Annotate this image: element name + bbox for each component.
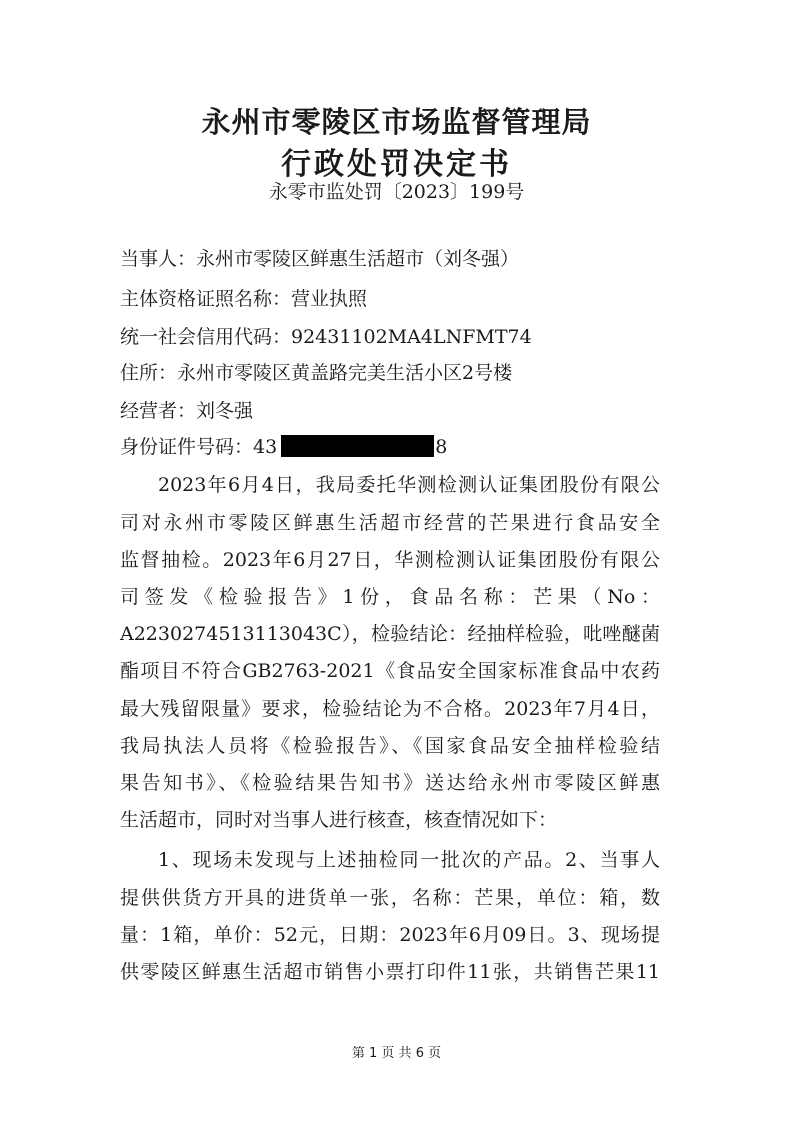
paragraph-line: 1、现场未发现与上述抽检同一批次的产品。2、当事人 — [158, 849, 660, 871]
address: 住所：永州市零陵区黄盖路完美生活小区2号楼 — [120, 362, 513, 384]
paragraph-line: 量：1箱，单价：52元，日期：2023年6月09日。3、现场提 — [120, 924, 660, 946]
credit-code: 统一社会信用代码：92431102MA4LNFMT74 — [120, 326, 532, 348]
paragraph-line: 果告知书》、《检验结果告知书》送达给永州市零陵区鲜惠 — [120, 772, 660, 794]
id-number-suffix: 8 — [435, 436, 448, 458]
document-number: 永零市监处罚〔2023〕199号 — [268, 181, 525, 203]
paragraph-line: 司对永州市零陵区鲜惠生活超市经营的芒果进行食品安全 — [120, 512, 660, 534]
party-name: 当事人：永州市零陵区鲜惠生活超市（刘冬强） — [120, 248, 520, 270]
paragraph-line: 酯项目不符合GB2763-2021《食品安全国家标准食品中农药 — [120, 660, 660, 682]
id-number — [120, 432, 447, 459]
paragraph-line: 监督抽检。2023年6月27日，华测检测认证集团股份有限公 — [120, 549, 660, 571]
paragraph-line: 司签发《检验报告》1份，食品名称：芒果（No： — [120, 586, 660, 608]
redaction-bar — [281, 435, 434, 457]
operator: 经营者：刘冬强 — [120, 400, 254, 422]
id-number-label: 身份证件号码：43 — [120, 436, 278, 458]
license-type: 主体资格证照名称：营业执照 — [120, 288, 368, 310]
paragraph-line: 生活超市，同时对当事人进行核查，核查情况如下： — [120, 809, 558, 831]
issuing-authority-title: 永州市零陵区市场监督管理局 — [201, 105, 592, 139]
paragraph-line: A2230274513113043C），检验结论：经抽样检验，吡唑醚菌 — [120, 623, 660, 645]
paragraph-line: 提供供货方开具的进货单一张，名称：芒果，单位：箱，数 — [120, 887, 660, 909]
paragraph-line: 最大残留限量》要求，检验结论为不合格。2023年7月4日， — [120, 698, 660, 720]
paragraph-line: 我局执法人员将《检验报告》、《国家食品安全抽样检验结 — [120, 735, 660, 757]
paragraph-line: 2023年6月4日，我局委托华测检测认证集团股份有限公 — [158, 474, 660, 496]
paragraph-line: 供零陵区鲜惠生活超市销售小票打印件11张，共销售芒果11 — [120, 961, 660, 983]
document-type-title: 行政处罚决定书 — [281, 147, 512, 182]
page-number: 第 1 页 共 6 页 — [351, 1046, 442, 1061]
